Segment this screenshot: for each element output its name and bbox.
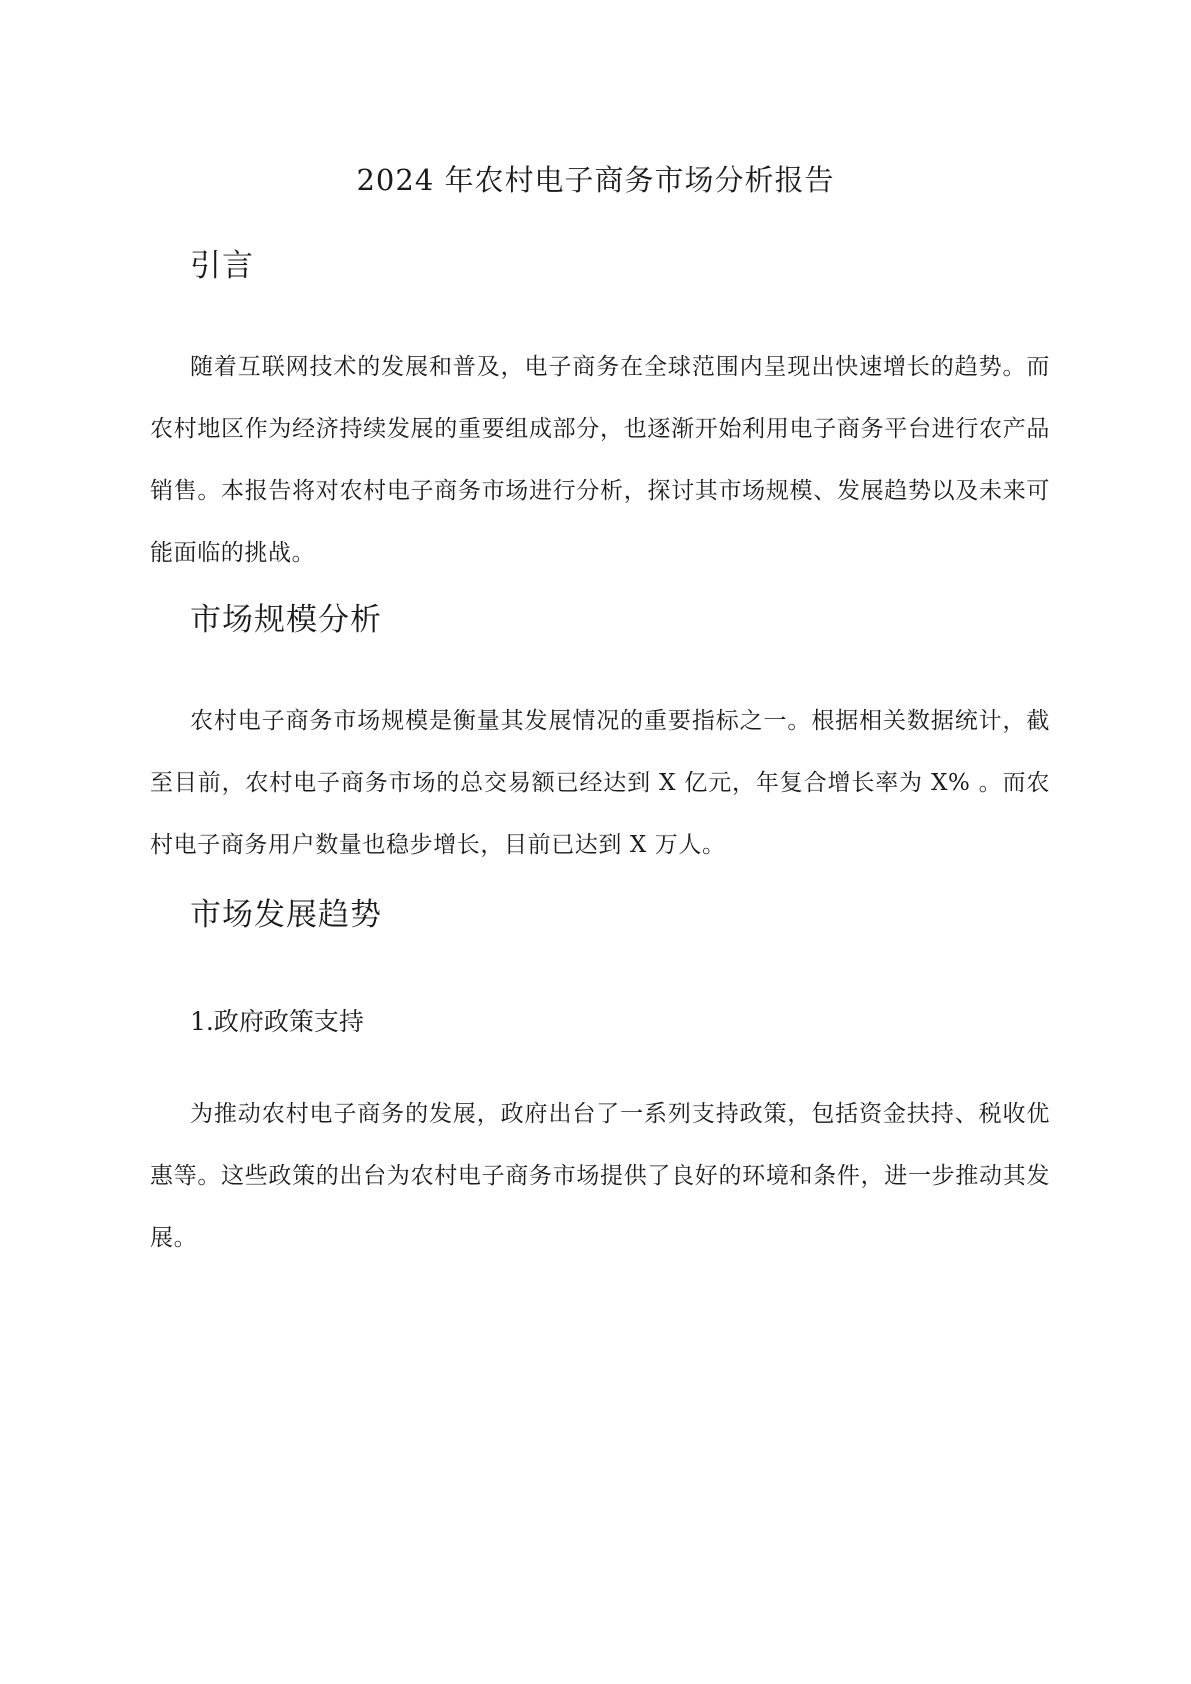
section-heading-market-size: 市场规模分析 xyxy=(190,602,382,638)
section-heading-market-trends: 市场发展趋势 xyxy=(190,897,382,933)
subsection-heading-government-policy: 1.政府政策支持 xyxy=(190,1007,364,1036)
section-heading-introduction: 引言 xyxy=(190,248,254,284)
document-title: 2024 年农村电子商务市场分析报告 xyxy=(356,163,835,197)
introduction-paragraph: 随着互联网技术的发展和普及，电子商务在全球范围内呈现出快速增长的趋势。而农村地区作为经济持续发展的重要组成部分，也逐渐开始利用电子商务平台进行农产品销售。本报告将对农村电子商务市场进行分析，探讨其市场规模、发展趋势以及未来可能面临的挑战。 xyxy=(150,354,1050,566)
market-size-paragraph: 农村电子商务市场规模是衡量其发展情况的重要指标之一。根据相关数据统计，截至目前，农村电子商务市场的总交易额已经达到 X 亿元，年复合增长率为 X% 。而农村电子商务用户数量也稳步增长，目前已达到 X 万人。 xyxy=(150,708,1050,858)
government-policy-paragraph: 为推动农村电子商务的发展，政府出台了一系列支持政策，包括资金扶持、税收优惠等。这些政策的出台为农村电子商务市场提供了良好的环境和条件，进一步推动其发展。 xyxy=(150,1101,1050,1251)
